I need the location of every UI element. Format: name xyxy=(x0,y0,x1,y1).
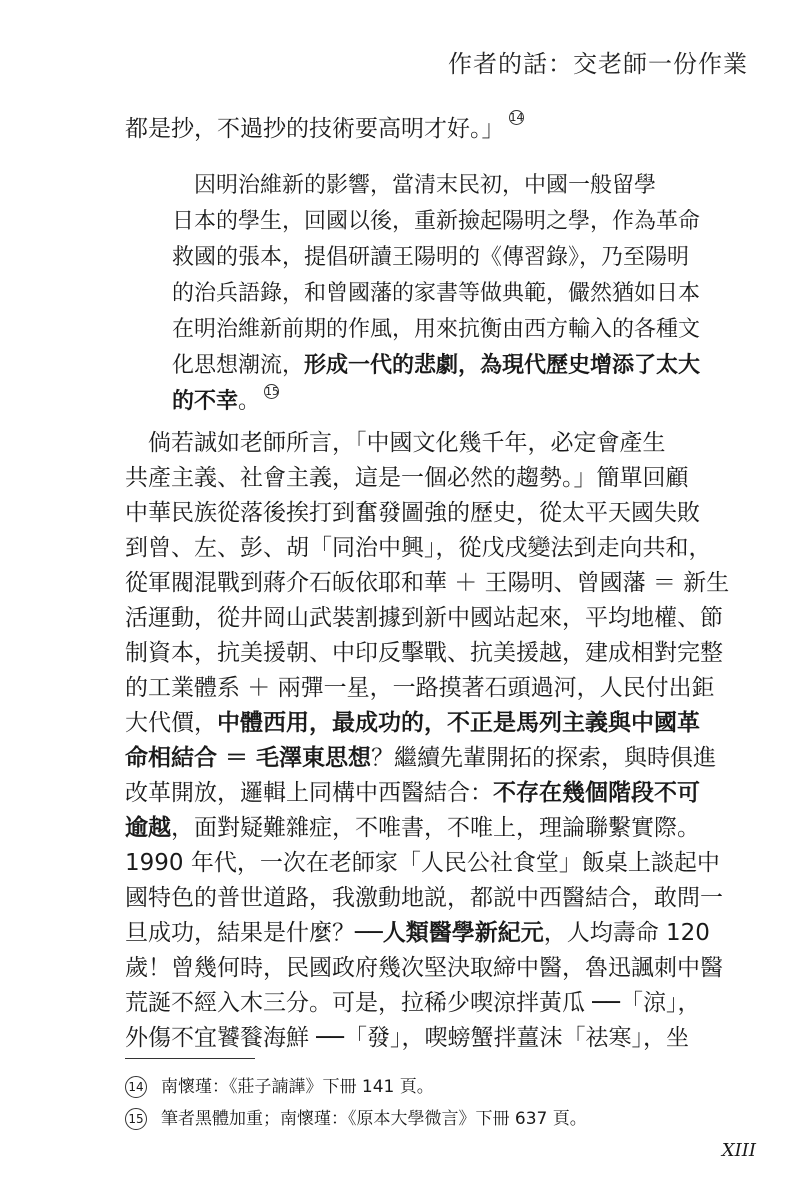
body-line: 共產主義、社會主義，這是一個必然的趨勢。」簡單回顧 xyxy=(125,465,689,491)
body-line xyxy=(125,774,700,807)
quote-line xyxy=(172,384,279,415)
body-bold-text: 逾越 xyxy=(125,815,171,841)
running-head: 作者的話：交老師一份作業 xyxy=(448,50,748,78)
footnote-mark: 15 xyxy=(125,1108,147,1130)
quote-bold-text: 形成一代的悲劇，為現代歷史增添了太大 xyxy=(304,353,701,378)
body-text: ，面對疑難雜症，不唯書，不唯上，理論聯繫實際。 xyxy=(171,815,700,841)
quote-line: 在明治維新前期的作風，用來抗衡由西方輸入的各種文 xyxy=(172,317,701,342)
footnote-text: 南懷瑾：《莊子諵譁》下冊 141 頁。 xyxy=(161,1077,434,1097)
body-line xyxy=(125,704,700,737)
body-line: 中華民族從落後挨打到奮發圖強的歷史，從太平天國失敗 xyxy=(125,500,700,526)
body-text: 大代價， xyxy=(125,710,217,736)
body-line xyxy=(125,809,700,842)
body-text: ，人均壽命 120 xyxy=(543,920,710,946)
body-text: 旦成功，結果是什麼？── xyxy=(125,920,383,946)
footnote-15 xyxy=(125,1104,587,1130)
body-line xyxy=(125,739,716,772)
quote-line: 的治兵語錄，和曾國藩的家書等做典範，儼然猶如日本 xyxy=(172,281,701,306)
footnote-text: 筆者黑體加重；南懷瑾：《原本大學微言》下冊 637 頁。 xyxy=(161,1109,587,1129)
body-text: 改革開放，邏輯上同構中西醫結合： xyxy=(125,780,493,806)
body-line: 1990 年代，一次在老師家「人民公社食堂」飯桌上談起中 xyxy=(125,850,720,876)
body-line: 荒誕不經入木三分。可是，拉稀少喫涼拌黃瓜 ──「涼」， xyxy=(125,990,701,1016)
quote-line xyxy=(172,348,700,379)
footnote-ref-15[interactable]: 15 xyxy=(265,385,280,398)
footnote-14 xyxy=(125,1072,434,1098)
body-bold-text: 不存在幾個階段不可 xyxy=(493,780,700,806)
quote-text: 化思想潮流， xyxy=(172,353,305,378)
quote-line: 救國的張本，提倡研讀王陽明的《傳習錄》，乃至陽明 xyxy=(172,245,690,270)
body-line: 倘若誠如老師所言，「中國文化幾千年，必定會產生 xyxy=(125,430,666,456)
body-line: 制資本，抗美援朝、中印反擊戰、抗美援越，建成相對完整 xyxy=(125,640,723,666)
body-bold-text: 中體西用，最成功的，不正是馬列主義與中國革 xyxy=(217,710,700,736)
footnote-divider xyxy=(125,1058,255,1059)
body-line: 國特色的普世道路，我激動地説，都説中西醫結合，敢問一 xyxy=(125,885,723,911)
body-line: 的工業體系 ＋ 兩彈一星，一路摸著石頭過河，人民付出鉅 xyxy=(125,675,715,701)
body-line: 活運動，從井岡山武裝割據到新中國站起來，平均地權、節 xyxy=(125,605,723,631)
quote-text: 。 xyxy=(238,389,261,414)
page-number: XIII xyxy=(721,1140,756,1161)
quote-line: 因明治維新的影響，當清末民初，中國一般留學 xyxy=(172,173,657,198)
body-text: ？繼續先輩開拓的探索，與時俱進 xyxy=(371,745,717,771)
quote-line: 日本的學生，回國以後，重新撿起陽明之學，作為革命 xyxy=(172,209,701,234)
body-line: 到曾、左、彭、胡「同治中興」，從戊戌變法到走向共和， xyxy=(125,535,712,561)
footnote-mark: 14 xyxy=(125,1076,147,1098)
body-bold-text: 命相結合 ＝ 毛澤東思想 xyxy=(125,745,372,771)
footnote-ref-14[interactable]: 14 xyxy=(509,111,524,124)
body-line: 從軍閥混戰到蔣介石皈依耶和華 ＋ 王陽明、曾國藩 ＝ 新生 xyxy=(125,570,730,596)
lead-line-text: 都是抄，不過抄的技術要高明才好。」 xyxy=(125,116,505,142)
body-bold-text: 人類醫學新紀元 xyxy=(382,920,544,946)
lead-line xyxy=(125,110,524,143)
body-line: 歲！曾幾何時，民國政府幾次堅決取締中醫，魯迅諷刺中醫 xyxy=(125,955,723,981)
body-line xyxy=(125,914,710,947)
body-line: 外傷不宜饕餮海鮮 ──「發」，喫螃蟹拌薑沫「祛寒」，坐 xyxy=(125,1025,690,1051)
quote-bold-text: 的不幸 xyxy=(172,389,239,414)
